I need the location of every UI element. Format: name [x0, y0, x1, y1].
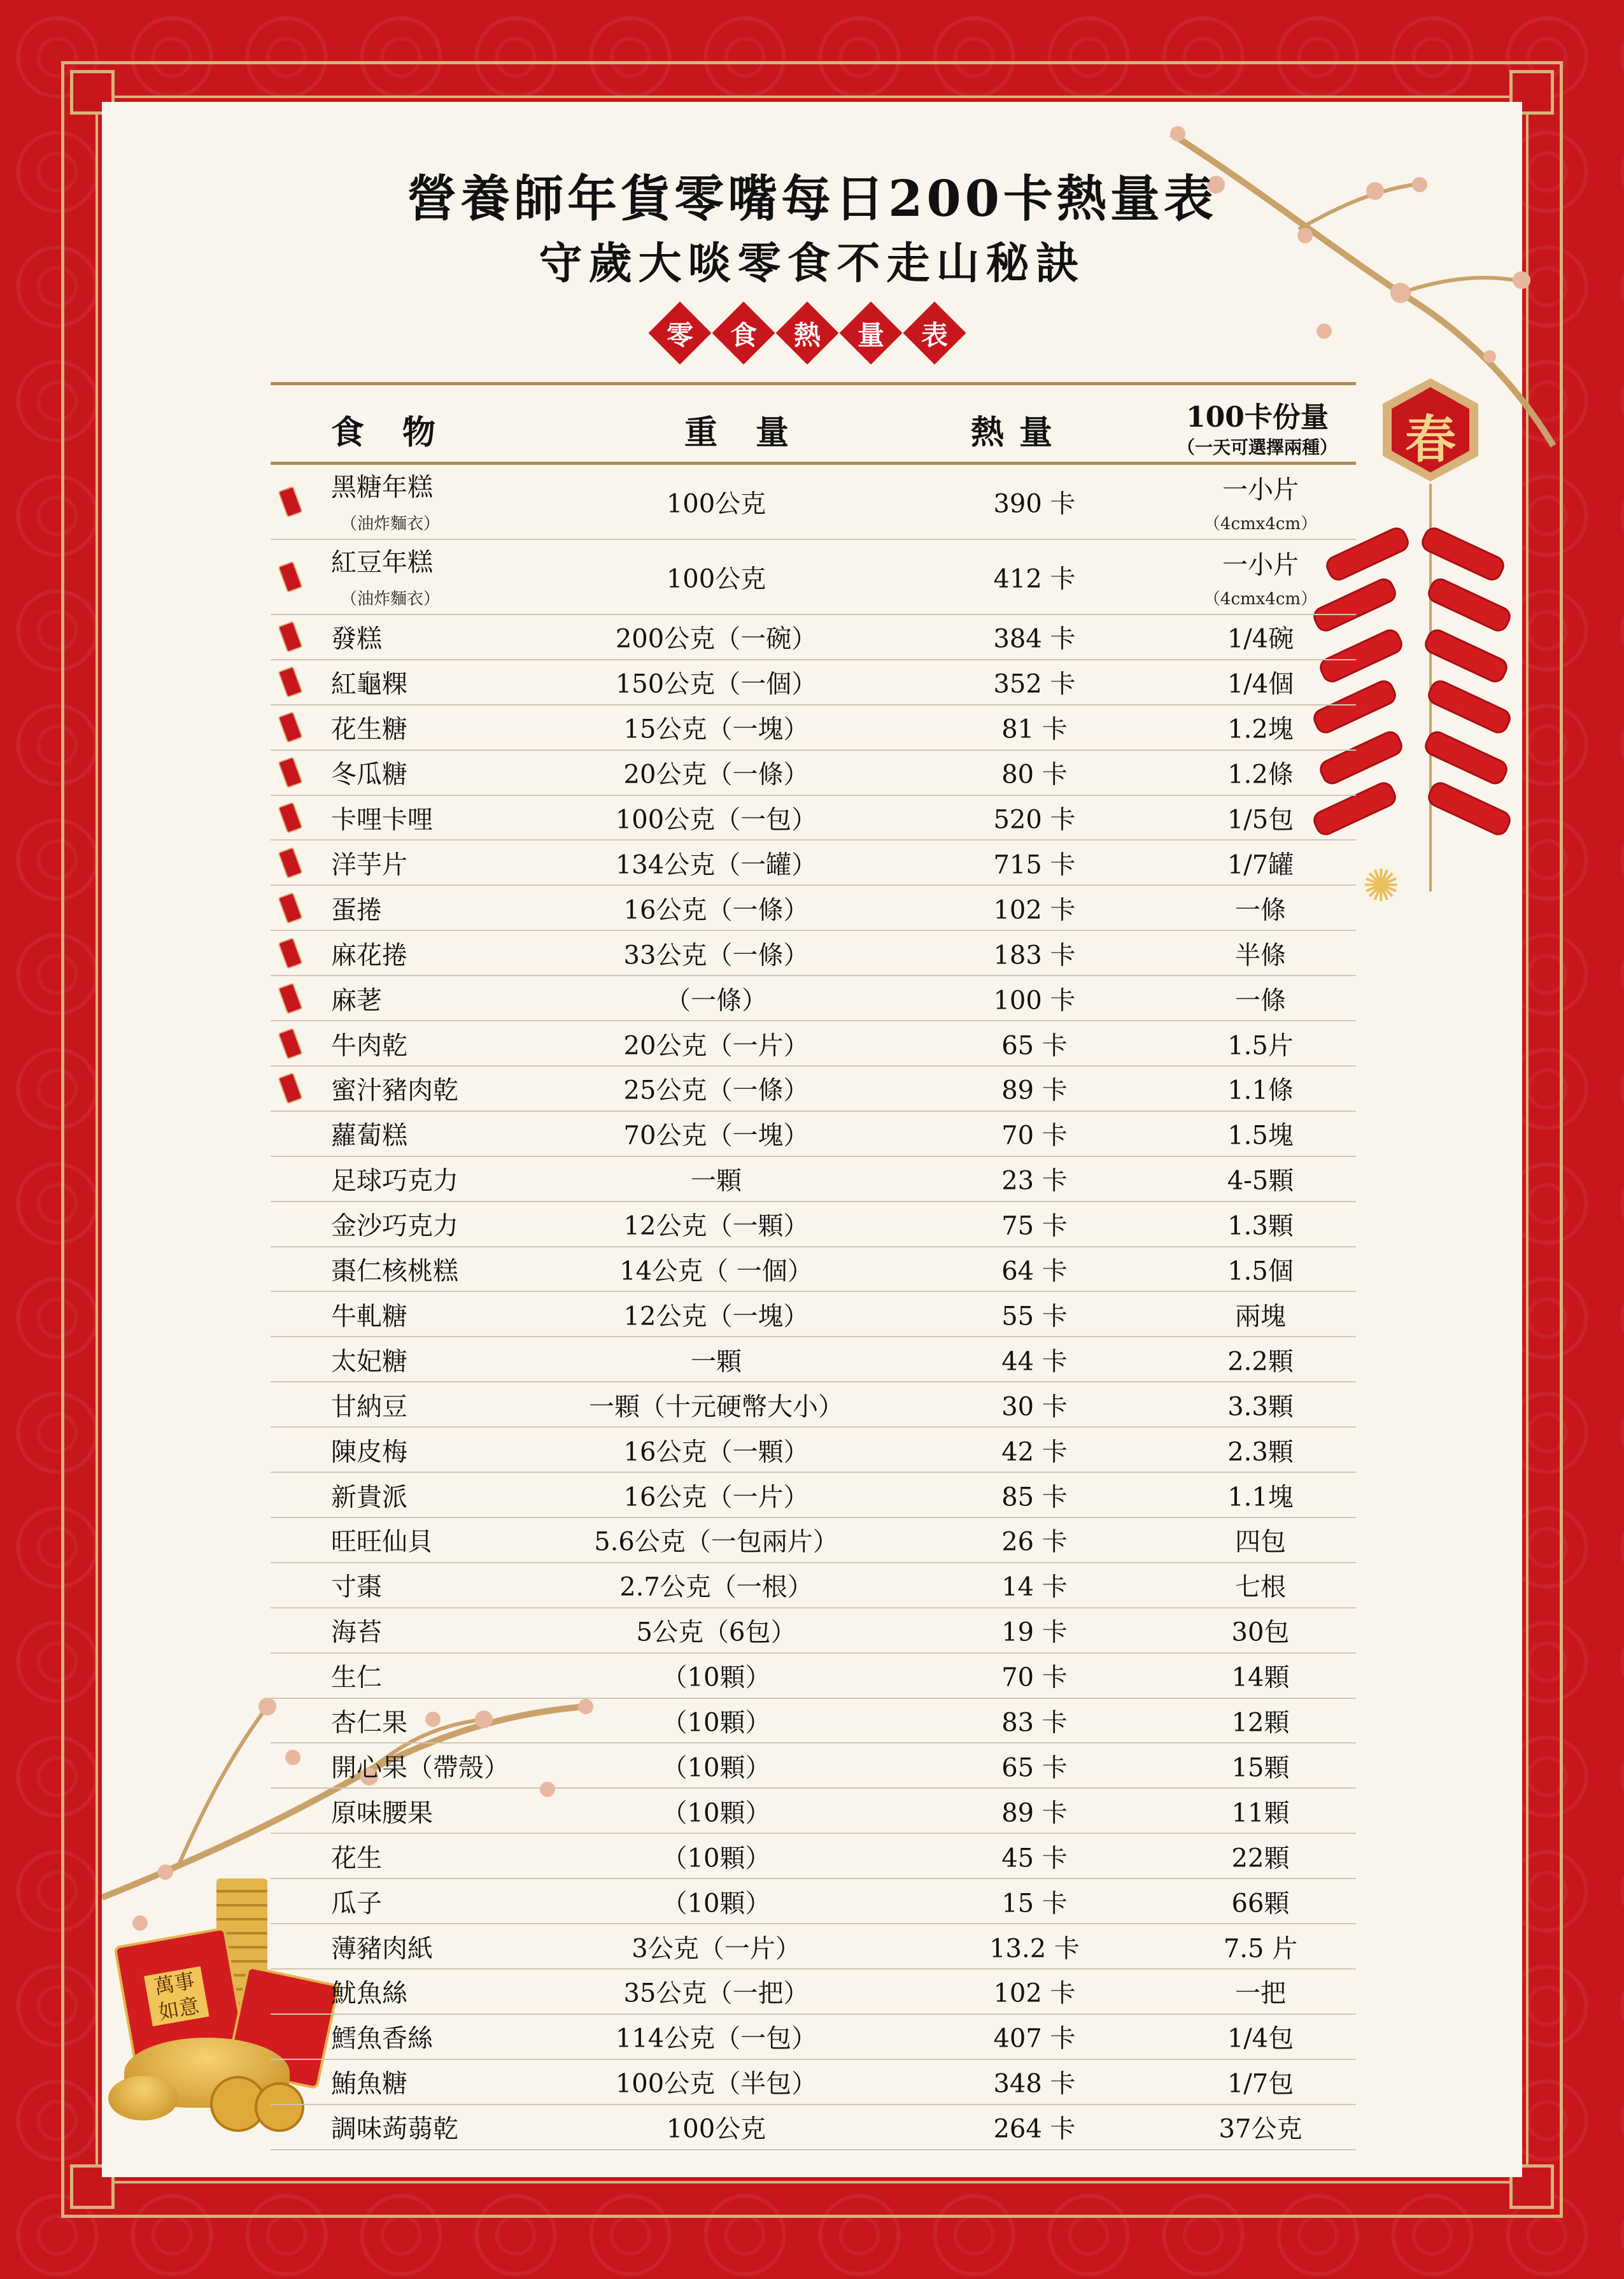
cell-calories: 14 卡 — [1001, 1572, 1068, 1602]
firecracker-icon — [278, 983, 302, 1014]
cell-calories: 80 卡 — [1001, 760, 1068, 790]
table-row — [271, 1337, 1356, 1382]
table-row — [271, 1834, 1356, 1879]
cell-weight: 一顆 — [691, 1347, 742, 1377]
cell-food: 太妃糖 — [331, 1347, 407, 1377]
cell-portion: 一條 — [1235, 895, 1286, 925]
cell-calories: 30 卡 — [1001, 1392, 1068, 1422]
cell-food: 紅龜粿 — [331, 669, 407, 699]
cell-calories: 183 卡 — [993, 941, 1076, 970]
cell-food: 新貴派 — [331, 1482, 407, 1512]
spring-char: 春 — [1405, 409, 1456, 469]
cell-calories: 89 卡 — [1001, 1076, 1068, 1105]
cell-weight: 100公克 — [666, 489, 766, 519]
badge-char: 食 — [730, 320, 757, 351]
table-row — [271, 1608, 1356, 1654]
cell-food: 甘納豆 — [331, 1392, 407, 1422]
cell-calories: 264 卡 — [993, 2114, 1076, 2144]
cell-weight: 100公克（半包） — [615, 2069, 817, 2099]
firecracker-icon — [278, 756, 302, 788]
cell-portion: 四包 — [1235, 1527, 1286, 1557]
table-row — [271, 1202, 1356, 1247]
cell-weight: 114公克（一包） — [615, 2024, 817, 2054]
firecracker-icon — [278, 711, 302, 743]
cell-food: 生仁 — [331, 1663, 382, 1693]
cell-weight: 25公克（一條） — [623, 1076, 809, 1105]
spring-hexagon-icon — [1376, 376, 1485, 484]
table-row — [271, 976, 1356, 1021]
firecracker-icon — [278, 802, 302, 834]
cell-food: 瓜子 — [331, 1889, 382, 1919]
header-food: 食物 — [331, 413, 474, 452]
cell-portion: 1/5包 — [1227, 805, 1294, 835]
table-row — [271, 1067, 1356, 1112]
table-row — [271, 931, 1356, 976]
cell-food: 花生 — [331, 1843, 382, 1873]
table-row — [271, 2015, 1356, 2060]
cell-calories: 13.2 卡 — [989, 1934, 1080, 1964]
cell-calories: 102 卡 — [993, 1978, 1076, 2008]
table-row — [271, 465, 1356, 540]
cell-food: 麻荖 — [331, 986, 382, 1016]
table-row — [271, 1563, 1356, 1608]
cell-calories: 348 卡 — [993, 2069, 1076, 2099]
cell-food: 紅豆年糕 — [331, 548, 433, 578]
table-row — [271, 1021, 1356, 1067]
cell-food: 旺旺仙貝 — [331, 1527, 433, 1557]
cell-food: 冬瓜糖 — [331, 760, 407, 790]
cell-food: 棗仁核桃糕 — [331, 1256, 458, 1286]
cell-portion: 1.3顆 — [1227, 1211, 1294, 1241]
spark-icon: ✺ — [1362, 860, 1400, 912]
cell-food: 寸棗 — [331, 1572, 382, 1602]
cell-weight: 14公克（ 一個） — [619, 1256, 813, 1286]
table-header — [271, 382, 1356, 465]
cell-calories: 81 卡 — [1001, 714, 1068, 744]
cell-weight: 70公克（一塊） — [623, 1121, 809, 1151]
table-row — [271, 1789, 1356, 1834]
cell-weight: 35公克（一把） — [623, 1978, 809, 2008]
cell-weight: 16公克（一片） — [623, 1482, 809, 1512]
cell-portion: 1.1塊 — [1227, 1482, 1294, 1512]
firecracker-icon — [278, 621, 302, 653]
cell-portion: 1.2條 — [1227, 760, 1294, 790]
cell-food: 魷魚絲 — [331, 1978, 407, 2008]
cell-weight: 2.7公克（一根） — [619, 1572, 813, 1602]
table-row — [271, 1970, 1356, 2015]
header-portion: 100卡份量 — [1186, 401, 1329, 434]
cell-calories: 70 卡 — [1001, 1121, 1068, 1151]
cell-portion: 1/7包 — [1227, 2069, 1294, 2099]
cell-portion: 1/7罐 — [1227, 850, 1294, 880]
cell-weight: 一顆（十元硬幣大小） — [589, 1392, 844, 1422]
cell-calories: 384 卡 — [993, 624, 1076, 654]
table-row — [271, 1247, 1356, 1293]
firecracker-icon — [278, 847, 302, 879]
cell-food: 鮪魚糖 — [331, 2069, 407, 2099]
table-row — [271, 1157, 1356, 1202]
cell-calories: 412 卡 — [993, 564, 1076, 594]
cell-weight: 100公克（一包） — [615, 805, 817, 835]
cell-food-note: （油炸麵衣） — [341, 515, 441, 534]
firecracker-icon — [278, 486, 302, 518]
cell-weight: 3公克（一片） — [632, 1934, 801, 1964]
cell-calories: 100 卡 — [993, 986, 1076, 1016]
cell-calories: 75 卡 — [1001, 1211, 1068, 1241]
cell-portion: 14顆 — [1231, 1663, 1290, 1693]
cell-calories: 15 卡 — [1001, 1889, 1068, 1919]
cell-portion: 1/4包 — [1227, 2024, 1294, 2054]
cell-food: 蛋捲 — [331, 895, 382, 925]
cell-portion-note: （4cmx4cm） — [1203, 590, 1318, 609]
table-row — [271, 1699, 1356, 1744]
cell-food: 蜜汁豬肉乾 — [331, 1076, 458, 1105]
cell-weight: 16公克（一顆） — [623, 1437, 809, 1467]
cell-food: 原味腰果 — [331, 1798, 433, 1828]
cell-portion: 1/4個 — [1227, 669, 1294, 699]
cell-food: 卡哩卡哩 — [331, 805, 433, 835]
table-row — [271, 1879, 1356, 1924]
firecracker-icon — [278, 1027, 302, 1059]
cell-food: 海苔 — [331, 1617, 382, 1647]
cell-weight: 5.6公克（一包兩片） — [594, 1527, 838, 1557]
table-row — [271, 1518, 1356, 1563]
table-row — [271, 615, 1356, 660]
cell-weight: 12公克（一塊） — [623, 1302, 809, 1331]
page-title: 營養師年貨零嘴每日200卡熱量表 — [407, 170, 1217, 228]
cell-portion: 兩塊 — [1235, 1302, 1286, 1331]
cell-portion: 3.3顆 — [1227, 1392, 1294, 1422]
cell-food: 牛肉乾 — [331, 1031, 407, 1061]
table-row — [271, 2060, 1356, 2105]
table-row — [271, 660, 1356, 706]
cell-calories: 89 卡 — [1001, 1798, 1068, 1828]
cell-weight: 20公克（一片） — [623, 1031, 809, 1061]
table-row — [271, 540, 1356, 615]
table-row — [271, 751, 1356, 796]
cell-calories: 65 卡 — [1001, 1031, 1068, 1061]
cell-portion: 22顆 — [1231, 1843, 1290, 1873]
cell-food: 調味蒟蒻乾 — [331, 2114, 458, 2144]
firecracker-icon — [278, 666, 302, 698]
cell-portion: 2.2顆 — [1227, 1347, 1294, 1377]
table-row — [271, 1924, 1356, 1970]
header-calories: 熱量 — [971, 413, 1068, 452]
cell-weight: 134公克（一罐） — [615, 850, 817, 880]
cell-calories: 44 卡 — [1001, 1347, 1068, 1377]
cell-weight: 200公克（一碗） — [615, 624, 817, 654]
table-row — [271, 706, 1356, 751]
badge-char: 表 — [921, 320, 948, 351]
cell-calories: 45 卡 — [1001, 1843, 1068, 1873]
cell-weight: 33公克（一條） — [623, 941, 809, 970]
cell-food: 麻花捲 — [331, 941, 407, 970]
cell-weight: （10顆） — [661, 1889, 771, 1919]
badge-char: 零 — [666, 320, 693, 351]
cell-weight: 150公克（一個） — [615, 669, 817, 699]
cell-weight: （10顆） — [661, 1798, 771, 1828]
table-row — [271, 796, 1356, 841]
cell-portion: 七根 — [1235, 1572, 1286, 1602]
cell-weight: （10顆） — [661, 1708, 771, 1738]
page-subtitle: 守歲大啖零食不走山秘訣 — [539, 238, 1085, 289]
badge-char: 量 — [857, 320, 884, 351]
cell-food: 發糕 — [331, 624, 382, 654]
table-row — [271, 1382, 1356, 1428]
cell-weight: （10顆） — [661, 1753, 771, 1783]
table-row — [271, 1112, 1356, 1157]
cell-food: 開心果（帶殼） — [331, 1753, 509, 1783]
cell-portion: 15顆 — [1231, 1753, 1290, 1783]
badge-row — [648, 298, 979, 368]
cell-weight: 100公克 — [666, 564, 766, 594]
cell-food: 薄豬肉紙 — [331, 1934, 433, 1964]
cell-food: 金沙巧克力 — [331, 1211, 458, 1241]
cell-portion: 一條 — [1235, 986, 1286, 1016]
table-row — [271, 2105, 1356, 2150]
cell-portion: 37公克 — [1218, 2114, 1303, 2144]
table-row — [271, 1654, 1356, 1699]
cell-portion: 12顆 — [1231, 1708, 1290, 1738]
cell-food: 蘿蔔糕 — [331, 1121, 407, 1151]
cell-food: 花生糖 — [331, 714, 407, 744]
firecracker-icon — [278, 561, 302, 593]
cell-weight: （10顆） — [661, 1843, 771, 1873]
cell-weight: 100公克 — [666, 2114, 766, 2144]
cell-calories: 55 卡 — [1001, 1302, 1068, 1331]
badge-char: 熱 — [793, 320, 821, 351]
cell-portion: 1/4碗 — [1227, 624, 1294, 654]
cell-portion: 4-5顆 — [1227, 1166, 1294, 1196]
cell-portion: 1.1條 — [1227, 1076, 1294, 1105]
firecracker-icon — [278, 937, 302, 969]
cell-weight: （一條） — [665, 986, 767, 1016]
firecracker-icon — [278, 892, 302, 924]
red-envelope-text: 萬事如意 — [144, 1966, 209, 2026]
cell-portion: 1.5個 — [1227, 1256, 1294, 1286]
cell-food: 鱈魚香絲 — [331, 2024, 433, 2054]
cell-food-note: （油炸麵衣） — [341, 590, 441, 609]
cell-portion: 30包 — [1231, 1617, 1290, 1647]
cell-weight: 一顆 — [691, 1166, 742, 1196]
cell-food: 洋芋片 — [331, 850, 407, 880]
cell-portion: 半條 — [1235, 941, 1286, 970]
cell-weight: （10顆） — [661, 1663, 771, 1693]
cell-food: 黑糖年糕 — [331, 472, 433, 502]
cell-calories: 83 卡 — [1001, 1708, 1068, 1738]
cell-weight: 5公克（6包） — [636, 1617, 796, 1647]
table-row — [271, 1473, 1356, 1518]
firecracker-icon — [278, 1072, 302, 1104]
cell-calories: 390 卡 — [993, 489, 1076, 519]
cell-calories: 64 卡 — [1001, 1256, 1068, 1286]
cell-calories: 85 卡 — [1001, 1482, 1068, 1512]
table-row — [271, 841, 1356, 886]
cell-food: 陳皮梅 — [331, 1437, 407, 1467]
table-row — [271, 1744, 1356, 1789]
cell-portion: 66顆 — [1231, 1889, 1290, 1919]
cell-portion: 一把 — [1235, 1978, 1286, 2008]
cell-portion: 7.5 片 — [1223, 1934, 1298, 1964]
cell-portion: 1.2塊 — [1227, 714, 1294, 744]
cell-food: 足球巧克力 — [331, 1166, 458, 1196]
cell-portion: 11顆 — [1231, 1798, 1290, 1828]
cell-weight: 15公克（一塊） — [623, 714, 809, 744]
header-portion-note: （一天可選擇兩種） — [1176, 437, 1338, 458]
cell-calories: 102 卡 — [993, 895, 1076, 925]
cell-portion-note: （4cmx4cm） — [1203, 515, 1318, 534]
cell-calories: 520 卡 — [993, 805, 1076, 835]
cell-calories: 352 卡 — [993, 669, 1076, 699]
cell-calories: 407 卡 — [993, 2024, 1076, 2054]
cell-calories: 65 卡 — [1001, 1753, 1068, 1783]
cell-weight: 16公克（一條） — [623, 895, 809, 925]
cell-calories: 23 卡 — [1001, 1166, 1068, 1196]
table-row — [271, 1293, 1356, 1338]
cell-calories: 715 卡 — [993, 850, 1076, 880]
cell-calories: 19 卡 — [1001, 1617, 1068, 1647]
cell-calories: 26 卡 — [1001, 1527, 1068, 1557]
table-row — [271, 886, 1356, 931]
cell-portion: 一小片 — [1222, 550, 1299, 580]
cell-calories: 42 卡 — [1001, 1437, 1068, 1467]
cell-weight: 20公克（一條） — [623, 760, 809, 790]
cell-food: 牛軋糖 — [331, 1302, 407, 1331]
small-ingot-icon — [108, 2076, 178, 2120]
cell-portion: 2.3顆 — [1227, 1437, 1294, 1467]
cell-weight: 12公克（一顆） — [623, 1211, 809, 1241]
header-weight: 重量 — [684, 413, 828, 452]
cell-food: 杏仁果 — [331, 1708, 407, 1738]
cell-calories: 70 卡 — [1001, 1663, 1068, 1693]
table-row — [271, 1428, 1356, 1473]
cell-portion: 1.5塊 — [1227, 1121, 1294, 1151]
cell-portion: 1.5片 — [1227, 1031, 1294, 1061]
cell-portion: 一小片 — [1222, 475, 1299, 505]
